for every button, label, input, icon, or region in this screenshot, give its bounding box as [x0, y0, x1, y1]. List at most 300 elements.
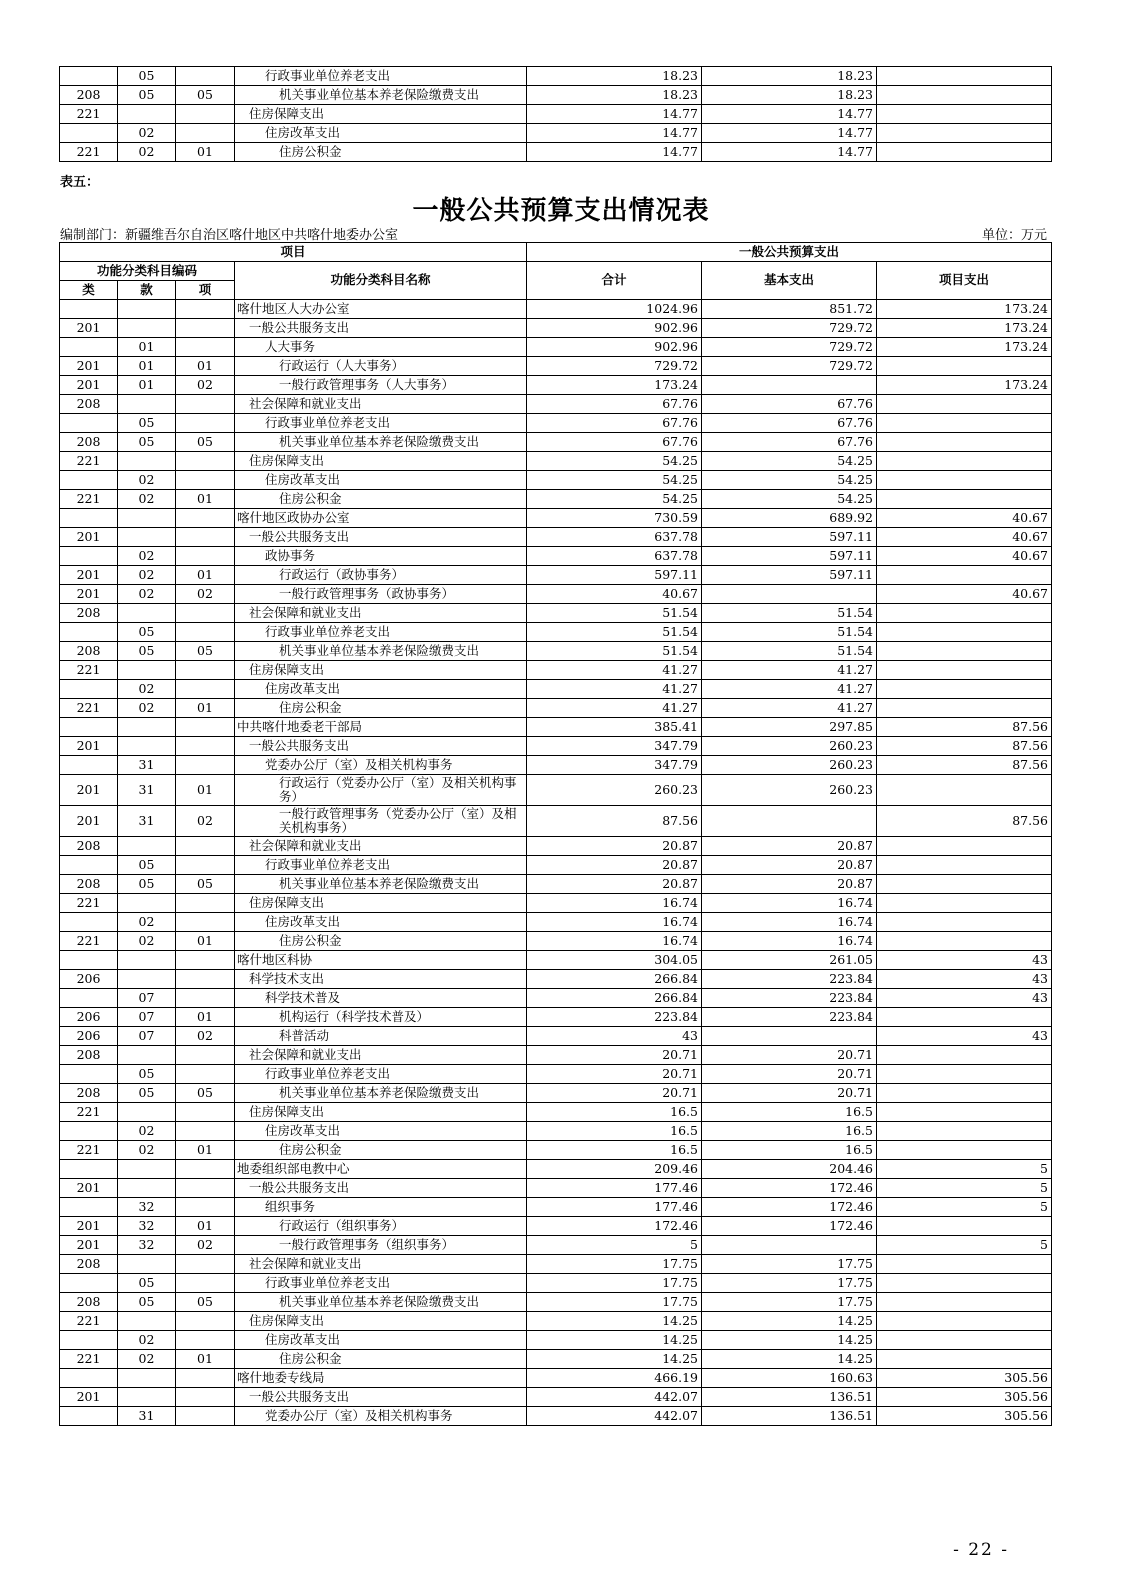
cell-project — [877, 1293, 1052, 1312]
cell-item-code — [176, 737, 235, 756]
cell-item-code — [176, 1255, 235, 1274]
cell-basic: 17.75 — [702, 1274, 877, 1293]
cell-project: 40.67 — [877, 547, 1052, 566]
table-row — [60, 951, 1052, 970]
cell-class-code — [60, 1122, 118, 1141]
cell-class-code: 221 — [60, 661, 118, 680]
cell-subject-name: 喀什地区科协 — [235, 951, 527, 970]
cell-basic: 54.25 — [702, 452, 877, 471]
cell-total: 67.76 — [527, 433, 702, 452]
cell-section-code — [118, 319, 176, 338]
cell-subject-name: 行政事业单位养老支出 — [235, 856, 527, 875]
cell-total: 18.23 — [527, 86, 702, 105]
cell-class-code: 206 — [60, 970, 118, 989]
cell-item-code: 02 — [176, 1236, 235, 1255]
cell-subject-name: 行政运行（组织事务） — [235, 1217, 527, 1236]
cell-item-code: 01 — [176, 143, 235, 162]
cell-subject-name: 组织事务 — [235, 1198, 527, 1217]
cell-basic: 20.87 — [702, 875, 877, 894]
cell-subject-name: 行政事业单位养老支出 — [235, 414, 527, 433]
table-row — [60, 718, 1052, 737]
table-row — [60, 604, 1052, 623]
cell-class-code: 221 — [60, 105, 118, 124]
cell-project — [877, 414, 1052, 433]
cell-class-code: 208 — [60, 837, 118, 856]
table-row — [60, 509, 1052, 528]
cell-class-code — [60, 1274, 118, 1293]
cell-project — [877, 1065, 1052, 1084]
cell-item-code: 01 — [176, 566, 235, 585]
header-project: 项目 — [60, 243, 527, 262]
cell-section-code — [118, 1388, 176, 1407]
continued-table-body — [60, 67, 1052, 162]
cell-basic: 17.75 — [702, 1293, 877, 1312]
cell-item-code — [176, 837, 235, 856]
cell-class-code: 221 — [60, 1312, 118, 1331]
cell-class-code — [60, 338, 118, 357]
cell-section-code: 05 — [118, 1293, 176, 1312]
cell-project — [877, 623, 1052, 642]
cell-class-code — [60, 1369, 118, 1388]
cell-subject-name: 住房保障支出 — [235, 1103, 527, 1122]
cell-class-code: 221 — [60, 143, 118, 162]
cell-section-code: 02 — [118, 1122, 176, 1141]
cell-class-code — [60, 1407, 118, 1426]
cell-project — [877, 1103, 1052, 1122]
cell-class-code: 208 — [60, 433, 118, 452]
cell-class-code — [60, 67, 118, 86]
table-row — [60, 932, 1052, 951]
cell-subject-name: 社会保障和就业支出 — [235, 1046, 527, 1065]
cell-item-code — [176, 395, 235, 414]
cell-class-code: 206 — [60, 1008, 118, 1027]
cell-subject-name: 党委办公厅（室）及相关机构事务 — [235, 756, 527, 775]
cell-subject-name: 社会保障和就业支出 — [235, 837, 527, 856]
cell-total: 67.76 — [527, 395, 702, 414]
cell-section-code: 32 — [118, 1198, 176, 1217]
cell-section-code — [118, 1160, 176, 1179]
cell-subject-name: 住房公积金 — [235, 699, 527, 718]
cell-item-code: 01 — [176, 699, 235, 718]
table-row — [60, 1008, 1052, 1027]
cell-item-code — [176, 1122, 235, 1141]
cell-subject-name: 住房改革支出 — [235, 471, 527, 490]
table-row — [60, 1103, 1052, 1122]
cell-total: 16.5 — [527, 1103, 702, 1122]
cell-class-code — [60, 718, 118, 737]
cell-section-code — [118, 509, 176, 528]
cell-total: 730.59 — [527, 509, 702, 528]
cell-subject-name: 住房改革支出 — [235, 1122, 527, 1141]
cell-basic: 51.54 — [702, 623, 877, 642]
cell-section-code: 02 — [118, 547, 176, 566]
cell-basic: 223.84 — [702, 1008, 877, 1027]
cell-item-code: 02 — [176, 376, 235, 395]
cell-section-code: 05 — [118, 642, 176, 661]
cell-total: 729.72 — [527, 357, 702, 376]
cell-project: 43 — [877, 970, 1052, 989]
cell-project: 87.56 — [877, 806, 1052, 837]
header-budget-expenditure: 一般公共预算支出 — [527, 243, 1052, 262]
cell-class-code: 201 — [60, 585, 118, 604]
cell-project — [877, 124, 1052, 143]
cell-section-code: 02 — [118, 680, 176, 699]
cell-total: 16.5 — [527, 1141, 702, 1160]
table-row — [60, 913, 1052, 932]
table-row — [60, 471, 1052, 490]
cell-subject-name: 科学技术支出 — [235, 970, 527, 989]
cell-class-code: 206 — [60, 1027, 118, 1046]
cell-subject-name: 住房公积金 — [235, 1350, 527, 1369]
cell-project: 305.56 — [877, 1369, 1052, 1388]
cell-basic: 260.23 — [702, 756, 877, 775]
cell-section-code: 07 — [118, 989, 176, 1008]
cell-project — [877, 395, 1052, 414]
cell-total: 54.25 — [527, 471, 702, 490]
cell-section-code: 31 — [118, 1407, 176, 1426]
cell-item-code — [176, 856, 235, 875]
cell-basic: 51.54 — [702, 604, 877, 623]
cell-project — [877, 932, 1052, 951]
cell-class-code: 208 — [60, 875, 118, 894]
cell-class-code: 208 — [60, 395, 118, 414]
cell-section-code: 02 — [118, 1141, 176, 1160]
table-row — [60, 300, 1052, 319]
cell-section-code: 07 — [118, 1008, 176, 1027]
cell-section-code: 02 — [118, 566, 176, 585]
cell-class-code — [60, 1160, 118, 1179]
cell-project: 87.56 — [877, 756, 1052, 775]
cell-basic: 729.72 — [702, 338, 877, 357]
cell-basic: 16.5 — [702, 1122, 877, 1141]
cell-class-code: 208 — [60, 1255, 118, 1274]
cell-basic: 260.23 — [702, 775, 877, 806]
cell-basic: 20.87 — [702, 856, 877, 875]
cell-subject-name: 一般行政管理事务（组织事务） — [235, 1236, 527, 1255]
cell-item-code: 01 — [176, 775, 235, 806]
cell-item-code — [176, 414, 235, 433]
cell-item-code — [176, 67, 235, 86]
cell-item-code — [176, 756, 235, 775]
table-row — [60, 105, 1052, 124]
cell-total: 177.46 — [527, 1198, 702, 1217]
cell-class-code: 208 — [60, 604, 118, 623]
cell-total: 266.84 — [527, 989, 702, 1008]
cell-project: 87.56 — [877, 718, 1052, 737]
cell-project — [877, 452, 1052, 471]
cell-item-code: 02 — [176, 1027, 235, 1046]
cell-class-code: 201 — [60, 528, 118, 547]
cell-total: 637.78 — [527, 528, 702, 547]
table-row — [60, 756, 1052, 775]
cell-item-code — [176, 913, 235, 932]
cell-project — [877, 1122, 1052, 1141]
cell-class-code — [60, 1065, 118, 1084]
header-basic-expenditure: 基本支出 — [702, 262, 877, 300]
cell-item-code: 05 — [176, 1084, 235, 1103]
cell-section-code: 02 — [118, 932, 176, 951]
cell-class-code: 208 — [60, 1084, 118, 1103]
cell-project: 40.67 — [877, 585, 1052, 604]
cell-item-code — [176, 319, 235, 338]
cell-total: 17.75 — [527, 1274, 702, 1293]
cell-project — [877, 1350, 1052, 1369]
table-row — [60, 1160, 1052, 1179]
cell-total: 14.77 — [527, 124, 702, 143]
table-row — [60, 970, 1052, 989]
cell-total: 18.23 — [527, 67, 702, 86]
cell-basic: 20.71 — [702, 1084, 877, 1103]
cell-project — [877, 1331, 1052, 1350]
cell-class-code — [60, 1331, 118, 1350]
cell-class-code: 221 — [60, 894, 118, 913]
cell-section-code — [118, 1312, 176, 1331]
cell-total: 14.25 — [527, 1312, 702, 1331]
table-row — [60, 124, 1052, 143]
cell-section-code: 32 — [118, 1217, 176, 1236]
cell-item-code — [176, 1198, 235, 1217]
cell-project — [877, 67, 1052, 86]
cell-item-code — [176, 951, 235, 970]
cell-class-code: 201 — [60, 1179, 118, 1198]
cell-basic: 729.72 — [702, 357, 877, 376]
cell-item-code — [176, 300, 235, 319]
cell-project — [877, 604, 1052, 623]
cell-section-code — [118, 737, 176, 756]
cell-total: 347.79 — [527, 756, 702, 775]
table-row — [60, 1198, 1052, 1217]
cell-basic: 16.74 — [702, 913, 877, 932]
cell-subject-name: 机关事业单位基本养老保险缴费支出 — [235, 1293, 527, 1312]
cell-total: 51.54 — [527, 604, 702, 623]
table-row — [60, 1217, 1052, 1236]
cell-basic: 67.76 — [702, 433, 877, 452]
cell-project — [877, 699, 1052, 718]
unit-label: 单位：万元 — [981, 228, 1047, 243]
cell-subject-name: 机关事业单位基本养老保险缴费支出 — [235, 1084, 527, 1103]
cell-basic: 20.71 — [702, 1046, 877, 1065]
cell-total: 16.5 — [527, 1122, 702, 1141]
cell-subject-name: 住房公积金 — [235, 143, 527, 162]
cell-project — [877, 775, 1052, 806]
cell-total: 173.24 — [527, 376, 702, 395]
cell-basic: 41.27 — [702, 661, 877, 680]
cell-total: 902.96 — [527, 338, 702, 357]
cell-subject-name: 住房保障支出 — [235, 105, 527, 124]
table-row — [60, 1388, 1052, 1407]
cell-subject-name: 机关事业单位基本养老保险缴费支出 — [235, 875, 527, 894]
cell-item-code — [176, 1103, 235, 1122]
cell-basic: 14.77 — [702, 143, 877, 162]
cell-total: 260.23 — [527, 775, 702, 806]
cell-item-code — [176, 1160, 235, 1179]
cell-section-code — [118, 1255, 176, 1274]
cell-total: 466.19 — [527, 1369, 702, 1388]
cell-project — [877, 1217, 1052, 1236]
header-total: 合计 — [527, 262, 702, 300]
cell-total: 54.25 — [527, 490, 702, 509]
cell-section-code: 01 — [118, 338, 176, 357]
cell-basic — [702, 806, 877, 837]
cell-section-code: 05 — [118, 86, 176, 105]
table-row — [60, 699, 1052, 718]
cell-subject-name: 行政运行（人大事务） — [235, 357, 527, 376]
cell-total: 41.27 — [527, 699, 702, 718]
cell-item-code — [176, 105, 235, 124]
cell-class-code: 221 — [60, 1350, 118, 1369]
cell-project: 173.24 — [877, 319, 1052, 338]
cell-subject-name: 一般公共服务支出 — [235, 1179, 527, 1198]
cell-project — [877, 913, 1052, 932]
cell-section-code: 02 — [118, 124, 176, 143]
cell-basic: 16.5 — [702, 1141, 877, 1160]
table-row — [60, 1350, 1052, 1369]
cell-project: 5 — [877, 1236, 1052, 1255]
cell-class-code: 221 — [60, 490, 118, 509]
table-row — [60, 1293, 1052, 1312]
table-row — [60, 642, 1052, 661]
cell-subject-name: 科学技术普及 — [235, 989, 527, 1008]
table-row — [60, 86, 1052, 105]
cell-class-code — [60, 623, 118, 642]
continued-budget-table — [59, 66, 1052, 162]
cell-section-code: 31 — [118, 775, 176, 806]
cell-section-code: 05 — [118, 414, 176, 433]
cell-project: 40.67 — [877, 528, 1052, 547]
cell-subject-name: 行政事业单位养老支出 — [235, 1274, 527, 1293]
cell-class-code: 201 — [60, 376, 118, 395]
table-header — [60, 243, 1052, 300]
table-row — [60, 319, 1052, 338]
table-row — [60, 357, 1052, 376]
cell-subject-name: 机关事业单位基本养老保险缴费支出 — [235, 642, 527, 661]
table-row — [60, 566, 1052, 585]
cell-item-code: 02 — [176, 806, 235, 837]
cell-section-code — [118, 452, 176, 471]
cell-section-code: 05 — [118, 67, 176, 86]
cell-item-code: 05 — [176, 642, 235, 661]
cell-section-code — [118, 1369, 176, 1388]
cell-basic: 18.23 — [702, 67, 877, 86]
cell-section-code: 32 — [118, 1236, 176, 1255]
cell-project — [877, 490, 1052, 509]
cell-class-code: 208 — [60, 642, 118, 661]
cell-total: 266.84 — [527, 970, 702, 989]
cell-total: 41.27 — [527, 680, 702, 699]
cell-subject-name: 行政事业单位养老支出 — [235, 1065, 527, 1084]
cell-project: 173.24 — [877, 338, 1052, 357]
cell-project: 43 — [877, 951, 1052, 970]
cell-basic: 597.11 — [702, 566, 877, 585]
cell-subject-name: 住房保障支出 — [235, 894, 527, 913]
table-row — [60, 856, 1052, 875]
cell-section-code: 02 — [118, 143, 176, 162]
cell-basic: 54.25 — [702, 471, 877, 490]
cell-total: 67.76 — [527, 414, 702, 433]
cell-project: 305.56 — [877, 1388, 1052, 1407]
cell-total: 597.11 — [527, 566, 702, 585]
cell-subject-name: 社会保障和就业支出 — [235, 395, 527, 414]
table-row — [60, 1312, 1052, 1331]
cell-basic: 16.74 — [702, 932, 877, 951]
table-row — [60, 1369, 1052, 1388]
cell-basic: 17.75 — [702, 1255, 877, 1274]
cell-class-code — [60, 989, 118, 1008]
cell-class-code — [60, 756, 118, 775]
document-title: 一般公共预算支出情况表 — [412, 196, 710, 226]
table-row — [60, 1331, 1052, 1350]
cell-class-code: 208 — [60, 1293, 118, 1312]
cell-basic: 136.51 — [702, 1388, 877, 1407]
cell-item-code — [176, 970, 235, 989]
cell-subject-name: 住房公积金 — [235, 490, 527, 509]
cell-item-code — [176, 661, 235, 680]
cell-section-code — [118, 661, 176, 680]
cell-section-code: 02 — [118, 699, 176, 718]
table-row — [60, 490, 1052, 509]
cell-class-code: 201 — [60, 319, 118, 338]
cell-section-code: 05 — [118, 433, 176, 452]
cell-item-code: 01 — [176, 357, 235, 376]
cell-subject-name: 科普活动 — [235, 1027, 527, 1046]
cell-total: 14.77 — [527, 105, 702, 124]
table-row — [60, 67, 1052, 86]
cell-basic: 54.25 — [702, 490, 877, 509]
table-row — [60, 1407, 1052, 1426]
cell-basic: 14.25 — [702, 1312, 877, 1331]
cell-project: 5 — [877, 1198, 1052, 1217]
table-row — [60, 1065, 1052, 1084]
cell-class-code: 221 — [60, 932, 118, 951]
cell-subject-name: 一般公共服务支出 — [235, 1388, 527, 1407]
table-row — [60, 1084, 1052, 1103]
cell-class-code — [60, 471, 118, 490]
cell-subject-name: 一般公共服务支出 — [235, 319, 527, 338]
cell-basic — [702, 376, 877, 395]
cell-basic: 136.51 — [702, 1407, 877, 1426]
cell-section-code — [118, 300, 176, 319]
cell-basic: 204.46 — [702, 1160, 877, 1179]
cell-item-code — [176, 1179, 235, 1198]
cell-subject-name: 喀什地区政协办公室 — [235, 509, 527, 528]
cell-item-code — [176, 1331, 235, 1350]
cell-total: 637.78 — [527, 547, 702, 566]
table-row — [60, 414, 1052, 433]
cell-class-code: 221 — [60, 1141, 118, 1160]
cell-total: 442.07 — [527, 1407, 702, 1426]
cell-project: 87.56 — [877, 737, 1052, 756]
cell-total: 902.96 — [527, 319, 702, 338]
cell-section-code: 02 — [118, 585, 176, 604]
cell-item-code: 01 — [176, 1350, 235, 1369]
cell-project — [877, 1312, 1052, 1331]
cell-subject-name: 喀什地委专线局 — [235, 1369, 527, 1388]
cell-project — [877, 894, 1052, 913]
cell-section-code: 02 — [118, 913, 176, 932]
cell-total: 41.27 — [527, 661, 702, 680]
cell-section-code: 02 — [118, 471, 176, 490]
cell-section-code — [118, 604, 176, 623]
cell-section-code: 05 — [118, 623, 176, 642]
cell-basic: 18.23 — [702, 86, 877, 105]
cell-class-code — [60, 509, 118, 528]
cell-class-code: 201 — [60, 1236, 118, 1255]
cell-basic: 597.11 — [702, 547, 877, 566]
cell-class-code — [60, 547, 118, 566]
cell-basic: 20.71 — [702, 1065, 877, 1084]
cell-basic: 261.05 — [702, 951, 877, 970]
cell-basic: 223.84 — [702, 989, 877, 1008]
